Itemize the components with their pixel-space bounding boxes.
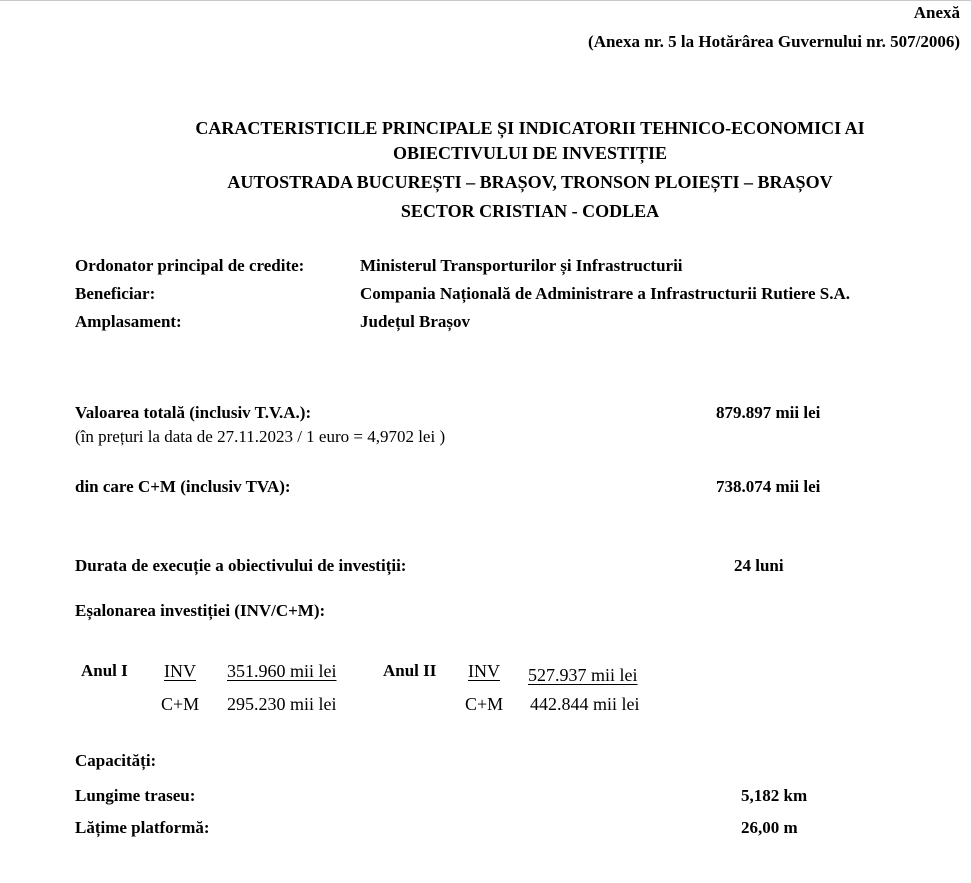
- ordonator-value: Ministerul Transporturilor și Infrastructurii: [360, 256, 683, 275]
- title-line-3: AUTOSTRADA BUCUREȘTI – BRAȘOV, TRONSON PLOIEȘTI – BRAȘOV: [227, 172, 833, 192]
- annex-reference: (Anexa nr. 5 la Hotărârea Guvernului nr. 507/2006): [588, 32, 960, 51]
- year-2-inv-label: INV: [468, 661, 500, 681]
- amplasament-label: Amplasament:: [75, 312, 182, 331]
- cm-value: 738.074 mii lei: [716, 477, 821, 496]
- durata-value: 24 luni: [734, 556, 784, 575]
- year-1-inv-label: INV: [164, 661, 196, 681]
- year-2-cm-label: C+M: [465, 694, 504, 714]
- top-border: [0, 0, 971, 1]
- durata-label: Durata de execuție a obiectivului de investiții:: [75, 556, 407, 575]
- year-1-label: Anul I: [81, 661, 128, 680]
- title-line-1: CARACTERISTICILE PRINCIPALE ȘI INDICATORII TEHNICO-ECONOMICI AI: [195, 118, 865, 138]
- year-2-cm-value: 442.844 mii lei: [530, 694, 640, 714]
- ordonator-label: Ordonator principal de credite:: [75, 256, 305, 275]
- title-line-2: OBIECTIVULUI DE INVESTIȚIE: [392, 143, 668, 163]
- year-1-cm-value: 295.230 mii lei: [227, 694, 337, 714]
- latime-platforma-value: 26,00 m: [741, 818, 798, 837]
- lungime-traseu-label: Lungime traseu:: [75, 786, 196, 805]
- amplasament-value: Județul Brașov: [360, 312, 471, 331]
- annex-label: Anexă: [913, 3, 960, 22]
- beneficiar-value: Compania Națională de Administrare a Infrastructurii Rutiere S.A.: [360, 284, 851, 303]
- valoare-totala-value: 879.897 mii lei: [716, 403, 821, 422]
- esalonare-label: Eșalonarea investiției (INV/C+M):: [75, 601, 326, 620]
- year-2-inv-value: 527.937 mii lei: [528, 665, 638, 685]
- capacitati-label: Capacități:: [75, 751, 157, 770]
- year-1-cm-label: C+M: [161, 694, 200, 714]
- year-2-label: Anul II: [383, 661, 437, 680]
- valoare-note: (în prețuri la data de 27.11.2023 / 1 euro = 4,9702 lei ): [75, 427, 446, 446]
- cm-label: din care C+M (inclusiv TVA):: [75, 477, 291, 496]
- year-1-inv-value: 351.960 mii lei: [227, 661, 337, 681]
- valoare-totala-label: Valoarea totală (inclusiv T.V.A.):: [75, 403, 312, 422]
- title-line-4: SECTOR CRISTIAN - CODLEA: [400, 201, 660, 221]
- beneficiar-label: Beneficiar:: [75, 284, 156, 303]
- latime-platforma-label: Lățime platformă:: [75, 818, 210, 837]
- lungime-traseu-value: 5,182 km: [741, 786, 808, 805]
